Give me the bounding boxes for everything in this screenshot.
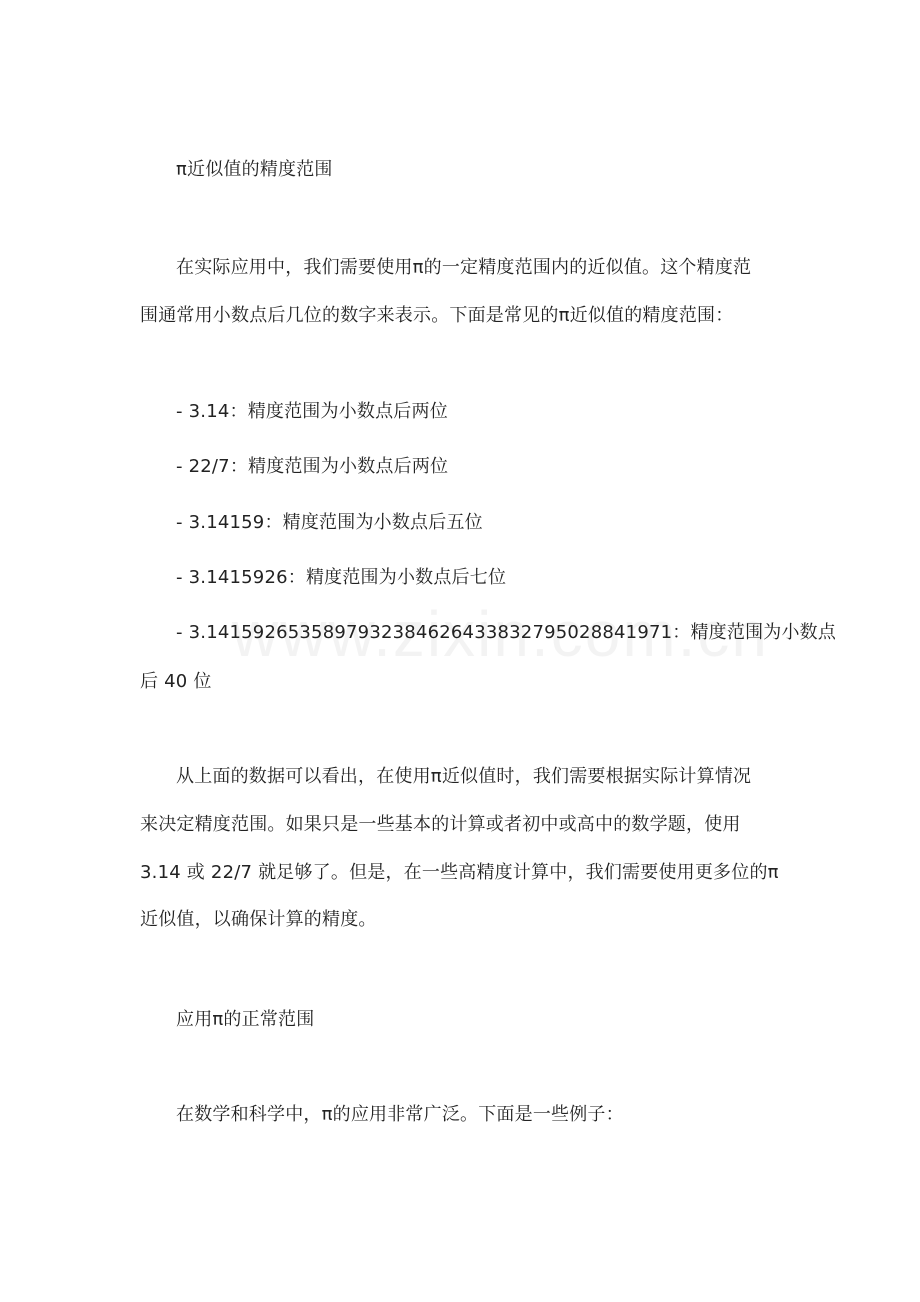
- paragraph-line: 近似值，以确保计算的精度。: [140, 909, 377, 930]
- list-item: - 3.1415926：精度范围为小数点后七位: [176, 567, 507, 588]
- list-item: - 3.1415926535897932384626433832795028841971：精度范围为小数点: [176, 622, 837, 643]
- paragraph-line: 从上面的数据可以看出，在使用π近似值时，我们需要根据实际计算情况: [176, 766, 752, 787]
- section-heading-applications: 应用π的正常范围: [176, 1009, 315, 1030]
- list-item: - 3.14：精度范围为小数点后两位: [176, 401, 448, 422]
- section-heading-precision: π近似值的精度范围: [176, 159, 333, 180]
- list-item-continuation: 后 40 位: [140, 671, 212, 692]
- list-item: - 22/7：精度范围为小数点后两位: [176, 456, 449, 477]
- paragraph-line: 围通常用小数点后几位的数字来表示。下面是常见的π近似值的精度范围：: [140, 305, 734, 326]
- paragraph-line: 在实际应用中，我们需要使用π的一定精度范围内的近似值。这个精度范: [176, 257, 752, 278]
- paragraph-line: 来决定精度范围。如果只是一些基本的计算或者初中或高中的数学题，使用: [140, 814, 741, 835]
- paragraph-line: 在数学和科学中，π的应用非常广泛。下面是一些例子：: [176, 1104, 624, 1125]
- paragraph-line: 3.14 或 22/7 就足够了。但是，在一些高精度计算中，我们需要使用更多位的π: [140, 862, 779, 883]
- list-item: - 3.14159：精度范围为小数点后五位: [176, 512, 483, 533]
